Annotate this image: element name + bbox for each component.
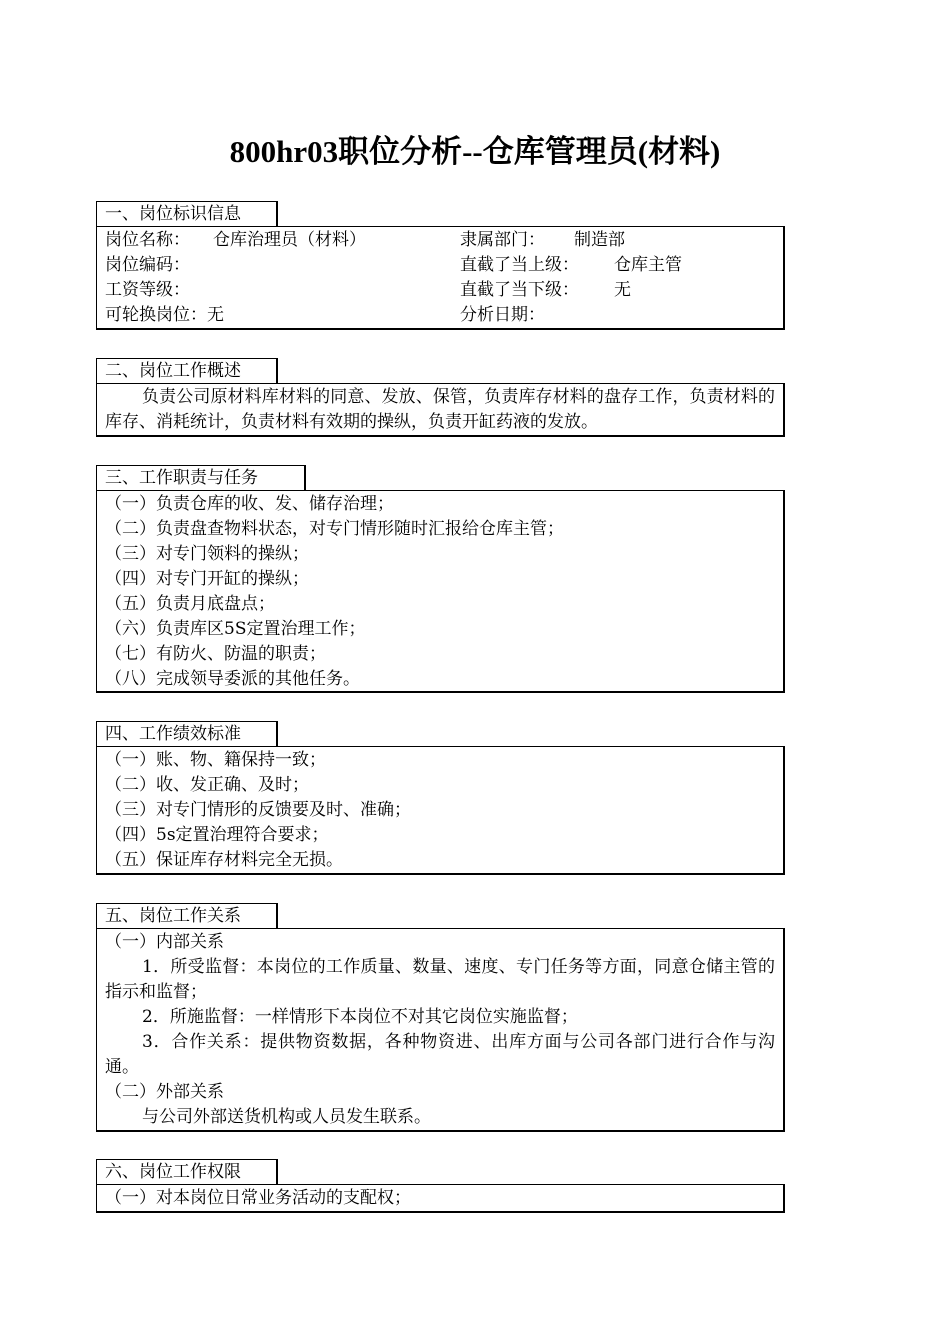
job-authority-box [96,1184,785,1213]
overview-text: 负责公司原材料库材料的同意、发放、保管，负责库存材料的盘存工作，负责材料的库存、消耗统计，负责材料有效期的操纵，负责开缸药液的发放。 [105,387,775,432]
list-item: （二）负责盘查物料状态，对专门情形随时汇报给仓库主管； [105,519,564,539]
list-item: （四）对专门开缸的操纵； [105,569,309,589]
section-header: 四、工作绩效标准 [96,721,278,746]
analysis-date-label: 分析日期： [460,305,545,325]
direct-subordinate-value: 无 [614,280,631,300]
department-label: 隶属部门： [460,230,545,250]
job-code-label: 岗位编码： [105,255,190,275]
section-header: 三、工作职责与任务 [96,465,306,490]
supervised-by-text: 1．所受监督：本岗位的工作质量、数量、速度、专门任务等方面，同意仓储主管的指示和监督； [105,957,775,1002]
job-overview-box [96,383,785,437]
rotation-position-label: 可轮换岗位：无 [105,305,224,325]
external-relations-text: 与公司外部送货机构或人员发生联系。 [142,1107,431,1127]
department-value: 制造部 [574,230,625,250]
job-info-box [96,226,785,330]
duties-box [96,490,785,693]
direct-superior-label: 直截了当上级： [460,255,579,275]
external-relations-title: （二）外部关系 [105,1082,224,1102]
direct-superior-value: 仓库主管 [614,255,682,275]
work-relations-box [96,928,785,1132]
document-title: 800hr03职位分析--仓库管理员(材料) [229,134,721,169]
direct-subordinate-label: 直截了当下级： [460,280,579,300]
cooperation-text: 3．合作关系：提供物资数据，各种物资进、出库方面与公司各部门进行合作与沟通。 [105,1032,775,1077]
list-item: （一）对本岗位日常业务活动的支配权； [105,1188,411,1208]
performance-box [96,746,785,875]
list-item: （一）负责仓库的收、发、储存治理； [105,494,394,514]
section-header: 二、岗位工作概述 [96,358,278,383]
section-header: 六、岗位工作权限 [96,1159,278,1184]
list-item: （五）保证库存材料完全无损。 [105,850,343,870]
list-item: （七）有防火、防温的职责； [105,644,326,664]
section-header: 一、岗位标识信息 [96,201,278,226]
list-item: （四）5s定置治理符合要求； [105,825,329,845]
list-item: （二）收、发正确、及时； [105,775,309,795]
section-header: 五、岗位工作关系 [96,903,278,928]
list-item: （八）完成领导委派的其他任务。 [105,669,360,689]
internal-relations-title: （一）内部关系 [105,932,224,952]
list-item: （三）对专门领料的操纵； [105,544,309,564]
list-item: （六）负责库区5S定置治理工作； [105,619,366,639]
salary-grade-label: 工资等级： [105,280,190,300]
list-item: （五）负责月底盘点； [105,594,275,614]
list-item: （三）对专门情形的反馈要及时、准确； [105,800,411,820]
list-item: （一）账、物、籍保持一致； [105,750,326,770]
job-name-value: 仓库治理员（材料） [213,230,366,250]
job-name-label: 岗位名称： [105,230,190,250]
supervises-text: 2．所施监督：一样情形下本岗位不对其它岗位实施监督； [142,1007,578,1027]
